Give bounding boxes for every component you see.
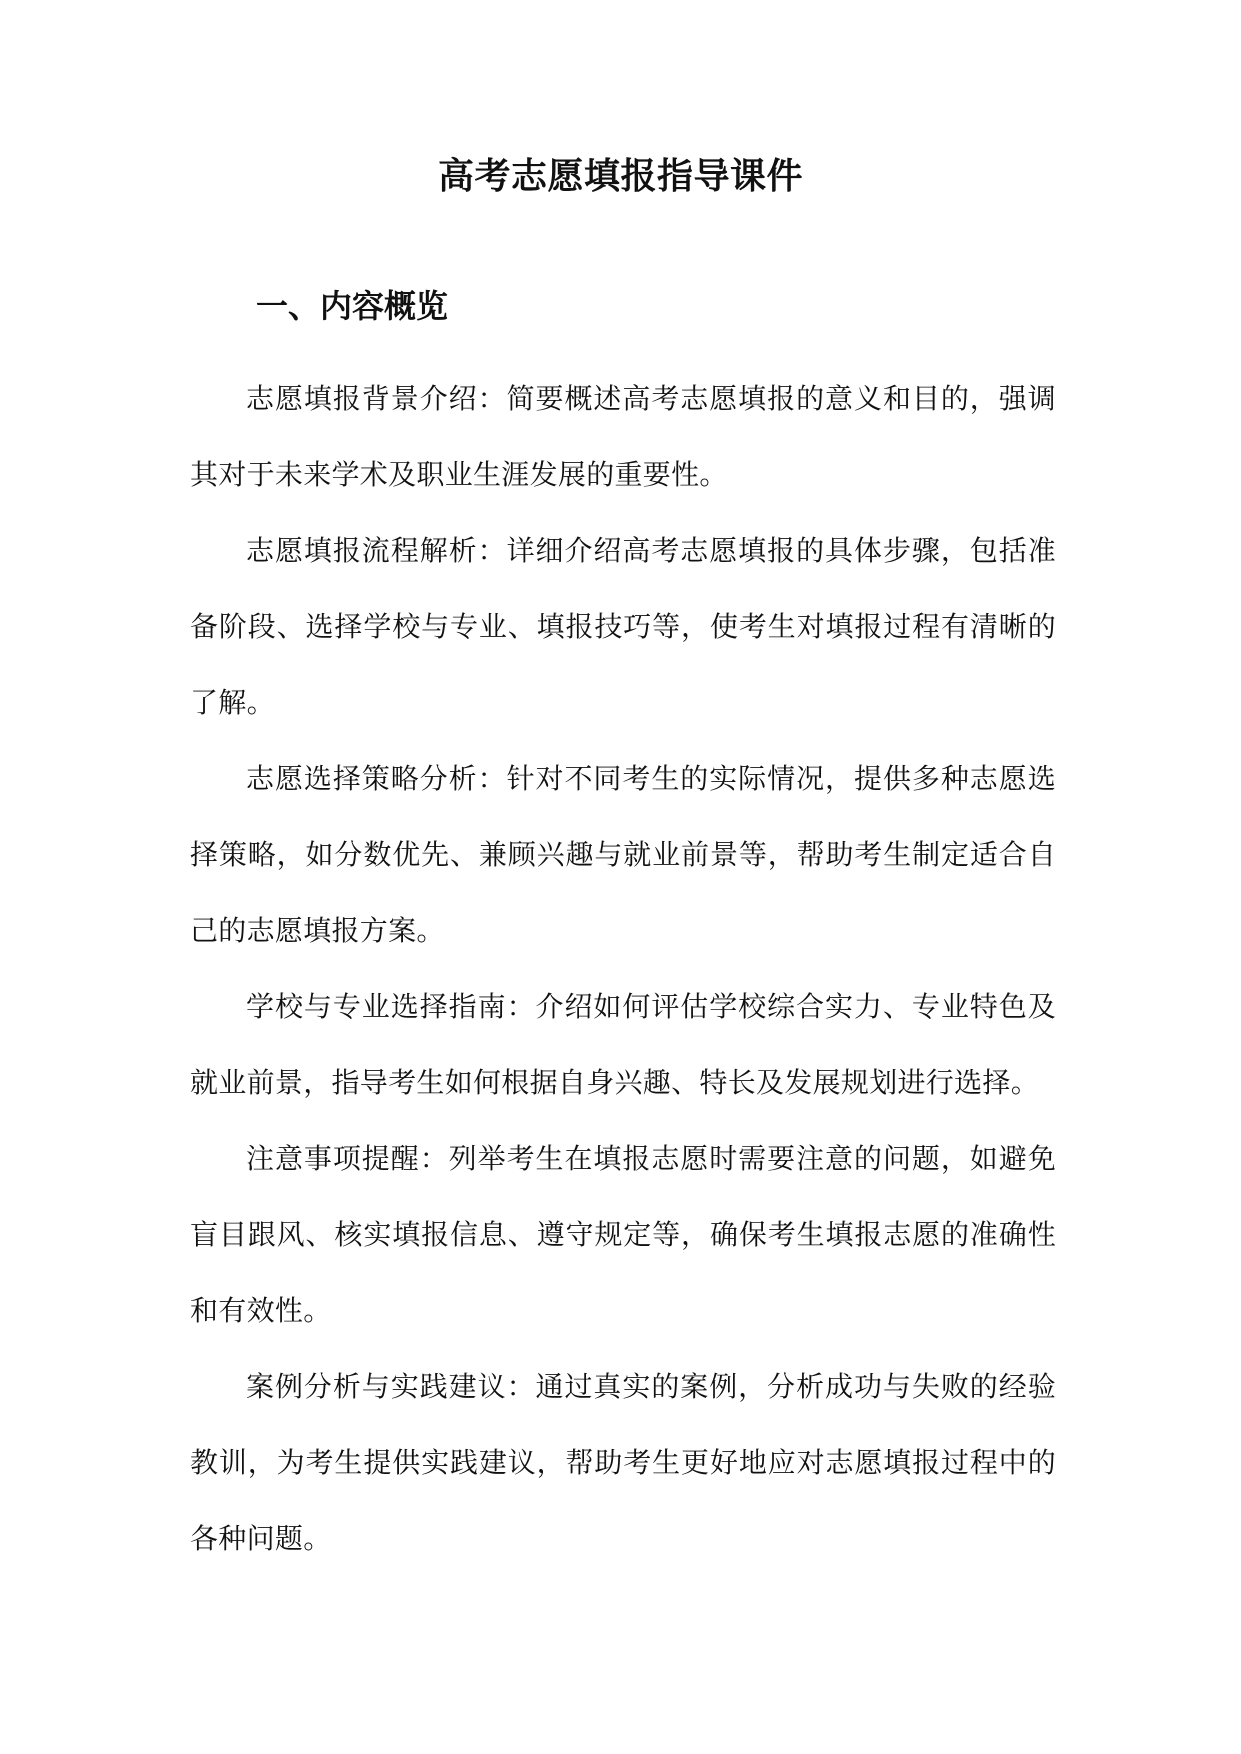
paragraph-process: 志愿填报流程解析：详细介绍高考志愿填报的具体步骤，包括准备阶段、选择学校与专业、填报技巧等，使考生对填报过程有清晰的了解。 <box>190 534 1056 719</box>
paragraph-school-guide: 学校与专业选择指南：介绍如何评估学校综合实力、专业特色及就业前景，指导考生如何根据自身兴趣、特长及发展规划进行选择。 <box>190 990 1056 1099</box>
paragraph-background: 志愿填报背景介绍：简要概述高考志愿填报的意义和目的，强调其对于未来学术及职业生涯发展的重要性。 <box>190 382 1056 491</box>
paragraph-notices: 注意事项提醒：列举考生在填报志愿时需要注意的问题，如避免盲目跟风、核实填报信息、遵守规定等，确保考生填报志愿的准确性和有效性。 <box>190 1142 1056 1327</box>
section-heading: 一、内容概览 <box>256 287 449 325</box>
document-title: 高考志愿填报指导课件 <box>437 155 803 197</box>
paragraph-case-study: 案例分析与实践建议：通过真实的案例，分析成功与失败的经验教训，为考生提供实践建议，帮助考生更好地应对志愿填报过程中的各种问题。 <box>190 1370 1056 1555</box>
paragraph-strategy: 志愿选择策略分析：针对不同考生的实际情况，提供多种志愿选择策略，如分数优先、兼顾兴趣与就业前景等，帮助考生制定适合自己的志愿填报方案。 <box>190 762 1056 947</box>
document-body <box>190 361 1056 1577</box>
